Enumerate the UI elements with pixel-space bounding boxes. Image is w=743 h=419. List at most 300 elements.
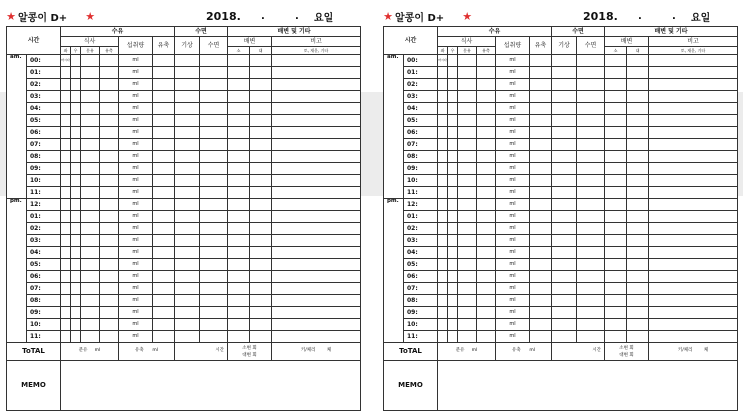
cell-sleep[interactable] [200,235,228,247]
cell-left[interactable] [61,175,71,187]
total-weight[interactable]: 키/체리 체 [272,343,361,361]
cell-left[interactable] [61,259,71,271]
cell-pumping[interactable] [153,163,175,175]
cell-intake[interactable]: ml [496,91,530,103]
cell-breastmilk[interactable] [100,307,119,319]
cell-formula[interactable] [81,211,100,223]
cell-sleep[interactable] [200,223,228,235]
cell-remarks[interactable] [272,187,361,199]
cell-breastmilk[interactable] [100,331,119,343]
cell-formula[interactable] [81,127,100,139]
cell-left[interactable] [438,307,448,319]
cell-pumping[interactable] [153,247,175,259]
cell-urine[interactable] [605,151,627,163]
cell-wake[interactable] [175,163,200,175]
cell-breastmilk[interactable] [477,79,496,91]
cell-stool[interactable] [627,223,649,235]
cell-urine[interactable] [605,79,627,91]
cell-remarks[interactable] [649,283,738,295]
cell-urine[interactable] [228,259,250,271]
cell-sleep[interactable] [200,247,228,259]
cell-pumping[interactable] [153,103,175,115]
cell-remarks[interactable] [649,235,738,247]
cell-formula[interactable] [81,79,100,91]
cell-sleep[interactable] [577,175,605,187]
cell-formula[interactable] [458,67,477,79]
cell-left[interactable] [438,319,448,331]
cell-pumping[interactable] [530,283,552,295]
cell-wake[interactable] [552,295,577,307]
cell-left[interactable] [61,127,71,139]
cell-left[interactable] [438,115,448,127]
cell-pumping[interactable] [153,91,175,103]
cell-pumping[interactable] [153,319,175,331]
total-pump[interactable]: 유축 ml [496,343,552,361]
cell-formula[interactable] [81,187,100,199]
cell-intake[interactable]: ml [119,211,153,223]
cell-left[interactable] [438,151,448,163]
cell-remarks[interactable] [272,67,361,79]
cell-sleep[interactable] [200,103,228,115]
cell-breastmilk[interactable] [477,151,496,163]
cell-breastmilk[interactable] [100,151,119,163]
cell-breastmilk[interactable] [100,283,119,295]
cell-breastmilk[interactable] [477,103,496,115]
cell-remarks[interactable] [649,307,738,319]
cell-breastmilk[interactable] [477,271,496,283]
cell-intake[interactable]: ml [496,151,530,163]
cell-sleep[interactable] [200,271,228,283]
cell-left[interactable] [438,247,448,259]
cell-stool[interactable] [627,79,649,91]
cell-right[interactable] [71,151,81,163]
cell-breastmilk[interactable] [477,67,496,79]
memo-area[interactable] [438,361,738,411]
cell-right[interactable] [448,139,458,151]
cell-formula[interactable] [81,115,100,127]
cell-right[interactable] [71,271,81,283]
cell-urine[interactable] [605,103,627,115]
cell-remarks[interactable] [272,175,361,187]
cell-sleep[interactable] [200,331,228,343]
cell-urine[interactable] [605,127,627,139]
cell-sleep[interactable] [577,163,605,175]
cell-sleep[interactable] [200,91,228,103]
cell-left[interactable] [61,319,71,331]
cell-right[interactable] [448,283,458,295]
cell-remarks[interactable] [649,163,738,175]
cell-intake[interactable]: ml [119,151,153,163]
cell-breastmilk[interactable] [100,103,119,115]
cell-breastmilk[interactable] [477,235,496,247]
cell-formula[interactable] [81,307,100,319]
cell-urine[interactable] [605,211,627,223]
cell-formula[interactable] [458,115,477,127]
cell-urine[interactable] [228,223,250,235]
cell-formula[interactable] [81,247,100,259]
cell-stool[interactable] [627,139,649,151]
cell-intake[interactable]: ml [496,235,530,247]
cell-remarks[interactable] [272,259,361,271]
cell-remarks[interactable] [649,55,738,67]
cell-formula[interactable] [81,271,100,283]
cell-pumping[interactable] [153,67,175,79]
cell-pumping[interactable] [153,175,175,187]
cell-intake[interactable]: ml [119,223,153,235]
cell-stool[interactable] [250,67,272,79]
cell-right[interactable] [448,223,458,235]
cell-intake[interactable]: ml [496,115,530,127]
cell-formula[interactable] [458,295,477,307]
cell-urine[interactable] [228,175,250,187]
cell-stool[interactable] [627,307,649,319]
cell-intake[interactable]: ml [496,67,530,79]
cell-formula[interactable] [458,103,477,115]
cell-intake[interactable]: ml [119,271,153,283]
cell-wake[interactable] [175,319,200,331]
cell-sleep[interactable] [200,79,228,91]
cell-pumping[interactable] [153,259,175,271]
cell-intake[interactable]: ml [496,319,530,331]
cell-left[interactable] [61,223,71,235]
cell-wake[interactable] [552,163,577,175]
cell-sleep[interactable] [200,295,228,307]
cell-intake[interactable]: ml [496,211,530,223]
cell-right[interactable] [448,163,458,175]
cell-pumping[interactable] [153,271,175,283]
cell-urine[interactable] [605,55,627,67]
cell-sleep[interactable] [200,67,228,79]
cell-pumping[interactable] [153,307,175,319]
cell-stool[interactable] [250,163,272,175]
cell-left[interactable] [61,55,71,67]
cell-formula[interactable] [458,91,477,103]
cell-urine[interactable] [228,79,250,91]
cell-breastmilk[interactable] [100,271,119,283]
cell-left[interactable] [61,235,71,247]
cell-pumping[interactable] [530,139,552,151]
cell-pumping[interactable] [530,187,552,199]
cell-wake[interactable] [175,211,200,223]
cell-stool[interactable] [250,223,272,235]
cell-urine[interactable] [605,247,627,259]
cell-formula[interactable] [81,331,100,343]
cell-sleep[interactable] [200,115,228,127]
cell-left[interactable] [61,163,71,175]
cell-right[interactable] [71,307,81,319]
cell-right[interactable] [448,151,458,163]
cell-right[interactable] [448,319,458,331]
total-diaper[interactable]: 소변 회 대변 회 [605,343,649,361]
cell-remarks[interactable] [272,271,361,283]
cell-left[interactable] [438,199,448,211]
cell-left[interactable] [61,103,71,115]
cell-wake[interactable] [552,67,577,79]
cell-stool[interactable] [250,211,272,223]
cell-breastmilk[interactable] [477,175,496,187]
cell-remarks[interactable] [649,199,738,211]
cell-pumping[interactable] [530,55,552,67]
cell-stool[interactable] [250,187,272,199]
cell-wake[interactable] [175,199,200,211]
cell-intake[interactable]: ml [496,175,530,187]
cell-left[interactable] [61,139,71,151]
cell-breastmilk[interactable] [477,115,496,127]
cell-intake[interactable]: ml [496,103,530,115]
cell-urine[interactable] [228,187,250,199]
cell-formula[interactable] [81,151,100,163]
cell-right[interactable] [448,271,458,283]
cell-urine[interactable] [605,235,627,247]
cell-breastmilk[interactable] [100,139,119,151]
cell-sleep[interactable] [200,259,228,271]
cell-urine[interactable] [605,283,627,295]
cell-formula[interactable] [458,235,477,247]
cell-breastmilk[interactable] [477,187,496,199]
cell-sleep[interactable] [577,55,605,67]
cell-sleep[interactable] [577,259,605,271]
cell-sleep[interactable] [200,307,228,319]
cell-pumping[interactable] [153,211,175,223]
cell-stool[interactable] [250,91,272,103]
cell-sleep[interactable] [577,151,605,163]
cell-urine[interactable] [228,151,250,163]
cell-pumping[interactable] [530,259,552,271]
cell-left[interactable] [61,331,71,343]
cell-stool[interactable] [627,175,649,187]
cell-formula[interactable] [458,79,477,91]
cell-right[interactable] [71,103,81,115]
cell-formula[interactable] [458,199,477,211]
cell-stool[interactable] [250,139,272,151]
cell-stool[interactable] [250,79,272,91]
cell-formula[interactable] [81,67,100,79]
cell-sleep[interactable] [577,307,605,319]
cell-wake[interactable] [552,235,577,247]
cell-intake[interactable]: ml [119,307,153,319]
cell-stool[interactable] [250,295,272,307]
cell-urine[interactable] [228,235,250,247]
cell-breastmilk[interactable] [477,91,496,103]
cell-wake[interactable] [175,283,200,295]
cell-pumping[interactable] [530,331,552,343]
cell-remarks[interactable] [649,79,738,91]
cell-formula[interactable] [458,319,477,331]
cell-urine[interactable] [605,139,627,151]
cell-sleep[interactable] [577,103,605,115]
cell-urine[interactable] [228,247,250,259]
cell-breastmilk[interactable] [477,127,496,139]
cell-pumping[interactable] [530,271,552,283]
cell-formula[interactable] [81,259,100,271]
cell-intake[interactable]: ml [119,175,153,187]
cell-breastmilk[interactable] [100,79,119,91]
cell-urine[interactable] [605,223,627,235]
cell-urine[interactable] [605,307,627,319]
cell-remarks[interactable] [272,319,361,331]
cell-wake[interactable] [552,175,577,187]
cell-urine[interactable] [228,91,250,103]
cell-right[interactable] [71,67,81,79]
cell-stool[interactable] [250,319,272,331]
cell-formula[interactable] [458,187,477,199]
total-weight[interactable]: 키/체리 체 [649,343,738,361]
cell-formula[interactable] [81,295,100,307]
cell-left[interactable] [438,139,448,151]
cell-stool[interactable] [627,271,649,283]
cell-wake[interactable] [552,271,577,283]
cell-intake[interactable]: ml [119,283,153,295]
cell-left[interactable] [438,67,448,79]
cell-urine[interactable] [605,319,627,331]
cell-right[interactable] [71,139,81,151]
cell-right[interactable] [71,259,81,271]
cell-formula[interactable] [458,271,477,283]
cell-wake[interactable] [552,259,577,271]
cell-formula[interactable] [81,223,100,235]
cell-sleep[interactable] [577,91,605,103]
cell-pumping[interactable] [153,331,175,343]
cell-remarks[interactable] [272,283,361,295]
cell-formula[interactable] [81,103,100,115]
cell-right[interactable] [71,127,81,139]
cell-right[interactable] [448,211,458,223]
cell-pumping[interactable] [530,247,552,259]
cell-sleep[interactable] [577,127,605,139]
cell-formula[interactable] [458,283,477,295]
cell-sleep[interactable] [200,127,228,139]
cell-formula[interactable] [81,139,100,151]
cell-breastmilk[interactable] [100,67,119,79]
cell-intake[interactable]: ml [119,91,153,103]
cell-remarks[interactable] [649,175,738,187]
cell-wake[interactable] [552,307,577,319]
cell-pumping[interactable] [530,235,552,247]
cell-pumping[interactable] [153,295,175,307]
cell-right[interactable] [71,283,81,295]
cell-sleep[interactable] [200,319,228,331]
cell-stool[interactable] [627,91,649,103]
cell-pumping[interactable] [153,127,175,139]
cell-right[interactable] [448,55,458,67]
cell-urine[interactable] [228,127,250,139]
cell-remarks[interactable] [649,223,738,235]
cell-sleep[interactable] [577,319,605,331]
cell-sleep[interactable] [200,163,228,175]
cell-pumping[interactable] [153,283,175,295]
cell-right[interactable] [448,103,458,115]
cell-right[interactable] [448,115,458,127]
cell-sleep[interactable] [577,187,605,199]
cell-remarks[interactable] [272,223,361,235]
cell-right[interactable] [71,295,81,307]
cell-urine[interactable] [228,307,250,319]
cell-sleep[interactable] [200,151,228,163]
cell-remarks[interactable] [272,151,361,163]
cell-left[interactable] [438,223,448,235]
cell-intake[interactable]: ml [496,307,530,319]
cell-stool[interactable] [250,103,272,115]
cell-intake[interactable]: ml [496,127,530,139]
cell-pumping[interactable] [530,319,552,331]
cell-left[interactable] [61,295,71,307]
cell-urine[interactable] [228,271,250,283]
cell-urine[interactable] [228,331,250,343]
cell-stool[interactable] [250,199,272,211]
cell-left[interactable] [438,295,448,307]
cell-sleep[interactable] [577,67,605,79]
cell-pumping[interactable] [530,115,552,127]
cell-left[interactable] [61,115,71,127]
cell-breastmilk[interactable] [100,91,119,103]
cell-left[interactable] [438,271,448,283]
cell-intake[interactable]: ml [119,187,153,199]
cell-intake[interactable]: ml [119,115,153,127]
cell-breastmilk[interactable] [100,319,119,331]
cell-left[interactable] [61,67,71,79]
cell-pumping[interactable] [153,223,175,235]
cell-breastmilk[interactable] [100,127,119,139]
cell-wake[interactable] [552,151,577,163]
cell-remarks[interactable] [649,259,738,271]
cell-intake[interactable]: ml [119,103,153,115]
cell-left[interactable] [61,247,71,259]
cell-urine[interactable] [228,103,250,115]
cell-pumping[interactable] [530,91,552,103]
cell-pumping[interactable] [530,67,552,79]
cell-wake[interactable] [552,223,577,235]
cell-stool[interactable] [627,235,649,247]
cell-remarks[interactable] [272,127,361,139]
cell-breastmilk[interactable] [477,139,496,151]
cell-formula[interactable] [81,235,100,247]
cell-breastmilk[interactable] [100,295,119,307]
cell-intake[interactable]: ml [119,163,153,175]
cell-urine[interactable] [228,283,250,295]
cell-wake[interactable] [175,67,200,79]
cell-remarks[interactable] [649,187,738,199]
total-formula[interactable]: 분유 ml [61,343,119,361]
cell-breastmilk[interactable] [100,211,119,223]
cell-sleep[interactable] [200,139,228,151]
cell-sleep[interactable] [577,247,605,259]
cell-right[interactable] [448,127,458,139]
cell-right[interactable] [71,211,81,223]
cell-breastmilk[interactable] [477,223,496,235]
cell-pumping[interactable] [153,187,175,199]
cell-wake[interactable] [175,175,200,187]
cell-pumping[interactable] [530,199,552,211]
cell-intake[interactable]: ml [119,295,153,307]
cell-formula[interactable] [458,175,477,187]
cell-right[interactable] [71,331,81,343]
cell-sleep[interactable] [577,223,605,235]
total-time[interactable]: 시간 [175,343,228,361]
cell-intake[interactable]: ml [119,127,153,139]
cell-pumping[interactable] [530,295,552,307]
cell-stool[interactable] [250,259,272,271]
cell-pumping[interactable] [153,79,175,91]
cell-stool[interactable] [627,331,649,343]
cell-left[interactable] [61,187,71,199]
cell-left[interactable] [438,55,448,67]
cell-formula[interactable] [458,127,477,139]
cell-pumping[interactable] [530,163,552,175]
cell-wake[interactable] [552,187,577,199]
cell-remarks[interactable] [272,235,361,247]
cell-formula[interactable] [458,55,477,67]
cell-wake[interactable] [552,115,577,127]
